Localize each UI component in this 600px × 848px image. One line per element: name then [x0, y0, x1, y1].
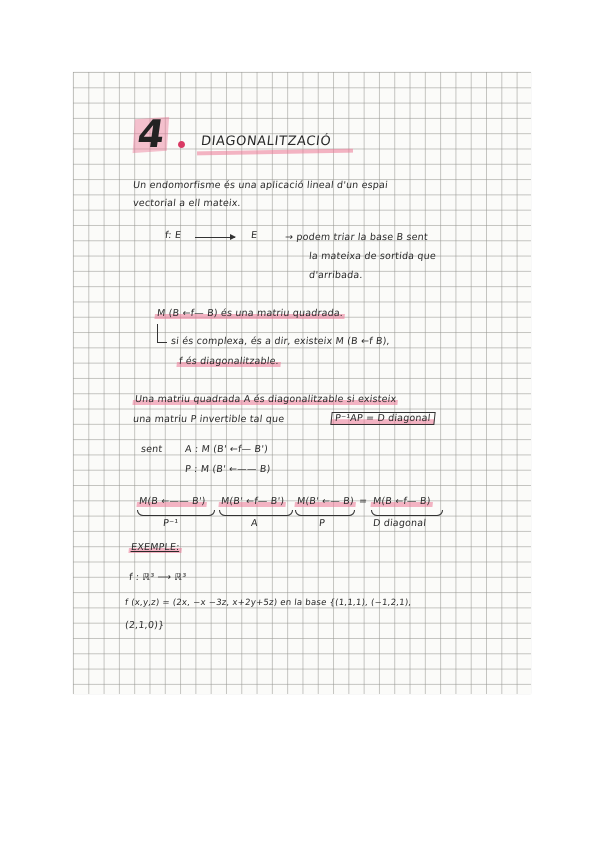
example-formula: f (x,y,z) = (2x, −x −3z, x+2y+5z) en la base {(1,1,1), (−1,2,1),	[124, 598, 412, 608]
matrix-def-result-line	[176, 356, 281, 367]
map-note-2: la mateixa de sortida que	[308, 251, 437, 262]
eq-label-4: D diagonal	[372, 518, 427, 529]
being-label: sent	[140, 444, 163, 455]
chapter-number: 4	[134, 112, 168, 156]
eq-term-3	[294, 496, 356, 507]
eq-term-3-text: M(B' ←— B)	[296, 496, 355, 507]
intro-line-1: Un endomorfisme és una aplicació lineal d'un espai	[132, 180, 389, 191]
example-heading: EXEMPLE:	[128, 542, 182, 553]
eq-term-1	[136, 496, 208, 507]
map-arrow	[195, 237, 235, 238]
matrix-def-branch: si és complexa, és a dir, existeix M (B ←f B),	[170, 336, 391, 347]
diag-def-line-2: una matriu P invertible tal que	[132, 414, 285, 425]
notebook-page	[73, 72, 531, 694]
diag-def-line-1	[132, 394, 398, 405]
eq-label-3: P	[318, 518, 326, 529]
eq-term-2-text: M(B' ←f— B')	[220, 496, 285, 507]
map-note-1: → podem triar la base B sent	[284, 232, 429, 243]
matrix-def-line	[154, 308, 345, 319]
example-formula-2: (2,1,0)}	[124, 620, 165, 631]
brace-2	[219, 510, 293, 516]
map-note-3: d'arribada.	[308, 270, 364, 281]
eq-label-1: P⁻¹	[162, 518, 179, 529]
brace-4	[371, 510, 443, 516]
example-map: f : ℝ³ ⟶ ℝ³	[128, 572, 187, 583]
diag-def-boxed: P⁻¹AP = D diagonal	[330, 412, 435, 425]
chapter-title: DIAGONALITZACIÓ	[200, 134, 332, 149]
intro-line-2: vectorial a ell mateix.	[132, 198, 242, 209]
title-highlight	[197, 149, 353, 156]
matrix-def-text: M (B ←f— B) és una matriu quadrada.	[154, 308, 345, 319]
being-a-row: A : M (B' ←f— B')	[184, 444, 269, 455]
brace-3	[295, 510, 355, 516]
being-p-row: P : M (B' ←—— B)	[184, 464, 272, 475]
chapter-dot	[178, 141, 185, 148]
example-heading-line	[128, 542, 182, 553]
branch-line	[157, 324, 158, 342]
eq-label-2: A	[250, 518, 259, 529]
matrix-def-result: f és diagonalitzable.	[176, 356, 281, 367]
branch-tick	[157, 342, 167, 343]
diag-def-text-1: Una matriu quadrada A és diagonalitzable si existeix	[132, 394, 398, 405]
eq-term-2	[218, 496, 286, 507]
eq-term-4	[370, 496, 433, 507]
map-domain: f: E	[164, 230, 182, 241]
diag-def-boxed-wrap	[330, 413, 435, 424]
eq-sign: =	[358, 496, 368, 507]
eq-term-4-text: M(B ←f— B)	[372, 496, 432, 507]
brace-1	[137, 510, 215, 516]
map-codomain: E	[250, 230, 258, 241]
eq-term-1-text: M(B ←—— B')	[136, 496, 208, 507]
